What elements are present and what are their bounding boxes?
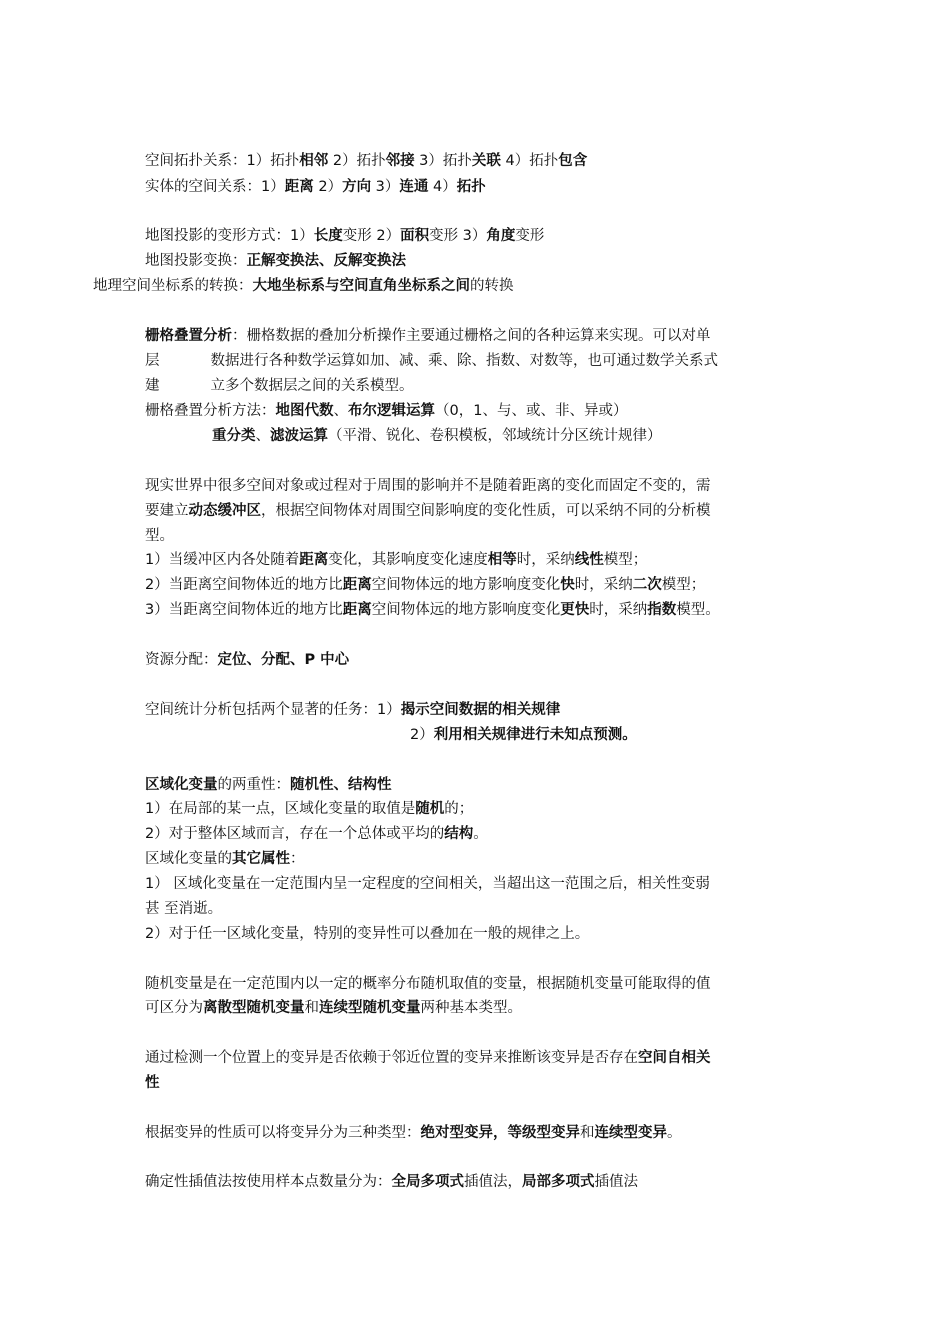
bold-term: 地图代数	[275, 403, 334, 419]
bold-term: 包含	[558, 153, 588, 169]
bold-term: 相等	[487, 552, 517, 568]
bold-term: 快	[560, 577, 575, 593]
bold-term: 正解变换法、反解变换法	[246, 253, 406, 269]
text-run: 变形 3）	[429, 228, 487, 244]
text-line	[145, 799, 473, 819]
bold-term: 绝对型变异	[420, 1125, 493, 1141]
bold-term: 面积	[400, 228, 430, 244]
text-run: 区域化变量的	[145, 851, 232, 867]
text-run: 3）拓扑	[414, 153, 472, 169]
text-run: 变形 2）	[342, 228, 401, 244]
text-line	[145, 401, 627, 421]
text-line	[145, 251, 406, 271]
text-run: （0，1、与、或、非、异或）	[435, 403, 628, 419]
text-run: ，根据空间物体对周围空间影响度的变化性质，可以采纳不同的分析模	[261, 503, 711, 519]
text-line	[145, 874, 710, 894]
text-run: 2）	[410, 727, 434, 743]
text-line	[145, 151, 587, 171]
text-run: 时，采纳	[516, 552, 575, 568]
text-run: 层	[145, 353, 160, 369]
bold-term: 定位、分配、P 中心	[217, 652, 350, 668]
text-run: 甚 至消逝。	[145, 901, 223, 917]
text-run: 2）	[313, 179, 343, 195]
bold-term: 角度	[486, 228, 516, 244]
text-run: 实体的空间关系：1）	[145, 179, 285, 195]
bold-term: 全局多项式	[391, 1174, 464, 1190]
text-line	[145, 1073, 160, 1093]
bold-term: 邻接	[385, 153, 415, 169]
bold-term: 关联	[471, 153, 501, 169]
text-run: 2）对于整体区域而言，存在一个总体或平均的	[145, 826, 445, 842]
text-line	[145, 226, 544, 246]
text-run: 的转换	[470, 278, 514, 294]
bold-term: 其它属性	[232, 851, 290, 867]
text-run: 数据进行各种数学运算如加、减、乘、除、指数、对数等，也可通过数学关系式	[210, 353, 718, 369]
bold-term: ，	[493, 1125, 508, 1141]
bold-term: 大地坐标系与空间直角坐标系之间	[252, 278, 470, 294]
text-line	[145, 550, 647, 570]
text-run: 地理空间坐标系的转换：	[93, 278, 253, 294]
text-run: 时，采纳	[574, 577, 633, 593]
text-line	[145, 775, 392, 795]
bold-term: 连续型随机变量	[319, 1000, 421, 1016]
bold-term: 随机性、结构性	[290, 777, 392, 793]
text-run: 型。	[145, 528, 174, 544]
text-run: 。	[667, 1125, 682, 1141]
text-line	[145, 1048, 711, 1068]
text-run: 随机变量是在一定范围内以一定的概率分布随机取值的变量，根据随机变量可能取得的值	[145, 976, 711, 992]
bold-term: 方向	[342, 179, 372, 195]
bold-term: 长度	[313, 228, 343, 244]
text-run: （平滑、锐化、卷积模板，邻域统计分区统计规律）	[328, 428, 662, 444]
bold-term: 连通	[399, 179, 429, 195]
text-run: 1）当缓冲区内各处随着	[145, 552, 300, 568]
text-run: 空间统计分析包括两个显著的任务：1）	[145, 702, 401, 718]
bold-term: 相邻	[299, 153, 329, 169]
text-run: 模型；	[661, 577, 706, 593]
text-run: 确定性插值法按使用样本点数量分为：	[145, 1174, 392, 1190]
text-line	[145, 824, 488, 844]
text-run: 建	[145, 378, 160, 394]
bold-term: 离散型随机变量	[203, 1000, 305, 1016]
text-run: 栅格叠置分析方法：	[145, 403, 276, 419]
text-run: 和	[304, 1000, 319, 1016]
text-run: 。	[473, 826, 488, 842]
text-run: 4）	[428, 179, 457, 195]
text-line	[410, 725, 637, 745]
text-run: 、	[333, 403, 348, 419]
text-run: ：	[290, 851, 305, 867]
bold-term: 更快	[560, 602, 590, 618]
bold-term: 连续型变异	[594, 1125, 667, 1141]
bold-term: 栅格叠置分析	[145, 328, 232, 344]
bold-term: 线性	[574, 552, 604, 568]
text-run: 的两重性：	[217, 777, 290, 793]
text-run: 的；	[444, 801, 474, 817]
text-run: 2）拓扑	[328, 153, 386, 169]
text-line	[145, 376, 414, 396]
bold-term: 距离	[284, 179, 314, 195]
text-line	[145, 476, 711, 496]
text-run: 模型；	[603, 552, 648, 568]
text-line	[145, 501, 711, 521]
bold-term: 结构	[444, 826, 474, 842]
text-run: ：栅格数据的叠加分析操作主要通过栅格之间的各种运算来实现。可以对单	[232, 328, 711, 344]
text-run: 和	[580, 1125, 595, 1141]
text-run: 3）当距离空间物体近的地方比	[145, 602, 343, 618]
text-line	[212, 426, 662, 446]
text-run: 通过检测一个位置上的变异是否依赖于邻近位置的变异来推断该变异是否存在	[145, 1050, 638, 1066]
bold-term: 布尔逻辑运算	[348, 403, 435, 419]
bold-term: 指数	[647, 602, 677, 618]
text-run: 变化，其影响度变化速度	[328, 552, 488, 568]
text-line	[145, 1172, 638, 1192]
text-line	[145, 924, 589, 944]
text-line	[145, 849, 305, 869]
text-run: 立多个数据层之间的关系模型。	[210, 378, 414, 394]
bold-term: 等级型变异	[507, 1125, 580, 1141]
bold-term: 距离	[299, 552, 329, 568]
text-line	[145, 700, 560, 720]
bold-term: 动态缓冲区	[188, 503, 261, 519]
text-run: 插值法	[594, 1174, 638, 1190]
bold-term: 区域化变量	[145, 777, 218, 793]
text-run: 根据变异的性质可以将变异分为三种类型：	[145, 1125, 421, 1141]
text-run: 、	[255, 428, 270, 444]
text-line	[145, 998, 522, 1018]
text-run: 1）在局部的某一点，区域化变量的取值是	[145, 801, 416, 817]
text-line	[145, 600, 720, 620]
bold-term: 利用相关规律进行未知点预测。	[433, 727, 637, 743]
text-line	[145, 650, 349, 670]
bold-term: 距离	[342, 577, 372, 593]
text-run: 空间物体远的地方影响度变化	[371, 577, 561, 593]
bold-term: 距离	[342, 602, 372, 618]
text-run: 要建立	[145, 503, 189, 519]
text-run: 1） 区域化变量在一定范围内呈一定程度的空间相关，当超出这一范围之后，相关性变弱	[145, 876, 710, 892]
bold-term: 滤波运算	[270, 428, 328, 444]
text-line	[93, 276, 514, 296]
text-run: 现实世界中很多空间对象或过程对于周围的影响并不是随着距离的变化而固定不变的，需	[145, 478, 711, 494]
text-run: 3）	[371, 179, 400, 195]
text-line	[145, 526, 174, 546]
text-run: 4）拓扑	[500, 153, 559, 169]
text-run: 模型。	[676, 602, 720, 618]
text-line	[145, 1123, 682, 1143]
text-run: 2）对于任一区域化变量，特别的变异性可以叠加在一般的规律之上。	[145, 926, 590, 942]
text-line	[145, 575, 705, 595]
text-line	[145, 177, 486, 197]
text-run: 2）当距离空间物体近的地方比	[145, 577, 343, 593]
bold-term: 空间自相关	[638, 1050, 711, 1066]
text-run: 地图投影的变形方式：1）	[145, 228, 314, 244]
text-line	[145, 326, 711, 346]
text-line	[145, 974, 711, 994]
text-run: 时，采纳	[589, 602, 648, 618]
text-run: 插值法，	[464, 1174, 522, 1190]
text-line	[145, 899, 222, 919]
text-run: 地图投影变换：	[145, 253, 247, 269]
bold-term: 性	[145, 1075, 160, 1091]
bold-term: 重分类	[212, 428, 256, 444]
text-run: 空间拓扑关系：1）拓扑	[145, 153, 300, 169]
bold-term: 二次	[632, 577, 662, 593]
text-run: 资源分配：	[145, 652, 218, 668]
bold-term: 揭示空间数据的相关规律	[400, 702, 561, 718]
bold-term: 拓扑	[456, 179, 486, 195]
text-run: 变形	[515, 228, 545, 244]
bold-term: 局部多项式	[522, 1174, 595, 1190]
bold-term: 随机	[415, 801, 445, 817]
text-run: 可区分为	[145, 1000, 203, 1016]
text-line	[145, 351, 718, 371]
text-run: 两种基本类型。	[420, 1000, 522, 1016]
text-run: 空间物体远的地方影响度变化	[371, 602, 561, 618]
